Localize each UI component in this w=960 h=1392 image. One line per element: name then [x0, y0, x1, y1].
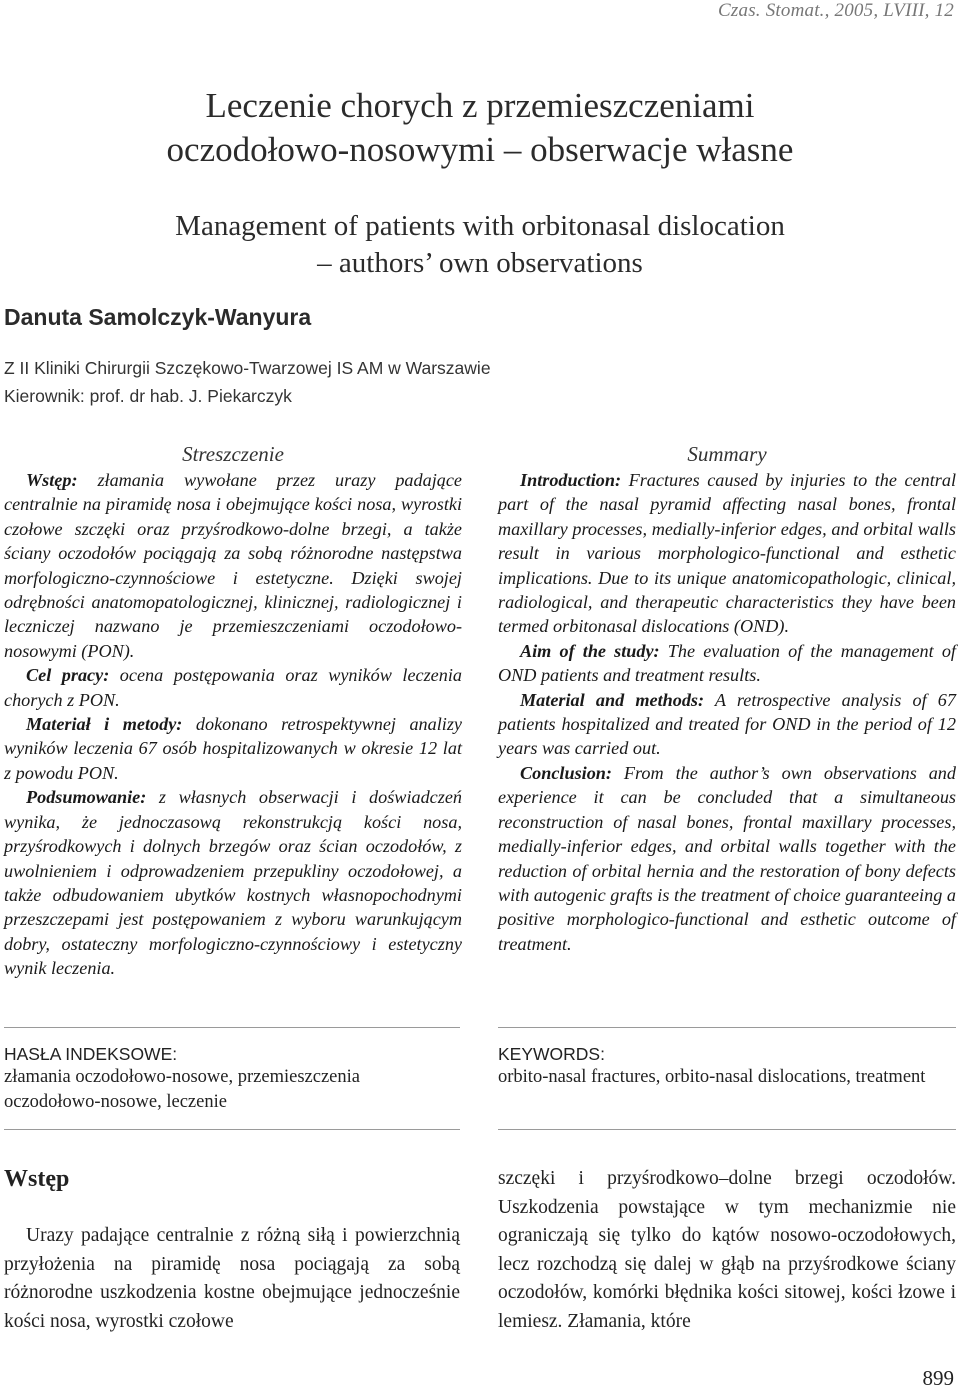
- title-polish: [0, 84, 960, 172]
- title-polish-line: oczodołowo-nosowymi – obserwacje własne: [166, 130, 794, 169]
- keywords-english-text: orbito-nasal fractures, orbito-nasal dislocations, treatment: [498, 1067, 926, 1087]
- author-name: Danuta Samolczyk-Wanyura: [4, 304, 312, 330]
- intro-text: złamania wywołane przez urazy padające centralnie na piramidę nosa i obejmujące kości nosa, wyrostki czołowe szczęki oraz przyśrodkowo-dolne brzegi, a także ściany oczodołów pociągają za sobą różnorodne następstwa morfologiczno-czynnościowe i estetyczne. Dzięki swojej odrębności anatomopatologicznej, klinicznej, radiologicznej i leczniczej nazwano je przemieszczeniami oczodołowo-nosowymi (PON).: [4, 470, 462, 661]
- title-english: [0, 208, 960, 282]
- aim-label: Aim of the study:: [520, 640, 660, 661]
- journal-reference: Czas. Stomat., 2005, LVIII, 12: [718, 0, 954, 21]
- keywords-polish-text: złamania oczodołowo-nosowe, przemieszczenia oczodołowo-nosowe, leczenie: [4, 1067, 360, 1112]
- body-text-right: szczęki i przyśrodkowo–dolne brzegi oczodołów. Uszkodzenia powstające w tym mechanizmie nie ograniczają się tylko do kątów nosowo-oczodołowych, lecz rozchodzą się dalej w głąb na przyśrodkowe ściany oczodołów, komórki błędnika kości sitowej, kości łzowe i lemiesz. Złamania, które: [498, 1168, 956, 1332]
- page-number: 899: [922, 1366, 954, 1390]
- section-heading: Wstęp: [4, 1166, 70, 1192]
- keywords-polish-title: HASŁA INDEKSOWE:: [4, 1044, 178, 1064]
- aim-label: Cel pracy:: [26, 665, 110, 686]
- intro-text: Fractures caused by injuries to the central part of the nasal pyramid affecting nasal bones, frontal maxillary processes, medially-inferior edges, and orbital walls result in various morphologico-functional and esthetic implications. Due to its unique anatomicopathologic, clinical, radiological, and therapeutic characteristics they have been termed orbitonasal dislocations (OND).: [498, 470, 956, 637]
- abstract-english-intro: [498, 468, 956, 639]
- summary-text: z własnych obserwacji i doświadczeń wynika, że jednoczasową rekonstrukcją kości nosa, przyśrodkowych i dolnych brzegów oraz ścian oczodołów, z uwolnieniem i odprowadzeniem przepukliny oczodołowej, a także odbudowaniem ubytków kostnych własnopochodnymi przeszczepami jest postępowaniem z wyboru warunkującym dobry, ostateczny morfologiczno-czynnościowy i estetyczny wynik leczenia.: [4, 787, 462, 979]
- affiliation-line: Kierownik: prof. dr hab. J. Piekarczyk: [4, 386, 292, 406]
- keywords-english-title: KEYWORDS:: [498, 1044, 605, 1064]
- divider: [498, 1027, 956, 1028]
- abstract-polish-summary: [4, 785, 462, 980]
- body-text-left: Urazy padające centralnie z różną siłą i powierzchnią przyłożenia na piramidę nosa pociągają za sobą różnorodne uszkodzenia kostne obejmujące jednocześnie kości nosa, wyrostki czołowe: [4, 1225, 460, 1332]
- abstract-english: [498, 440, 956, 956]
- methods-text: A retrospective analysis of 67 patients hospitalized and treated for OND in the period of 12 years was carried out.: [498, 689, 956, 759]
- keywords-english: [498, 1044, 956, 1090]
- keywords-polish: [4, 1044, 460, 1115]
- divider: [4, 1027, 460, 1028]
- abstract-polish-intro: [4, 468, 462, 663]
- abstract-polish-aim: [4, 663, 462, 712]
- methods-label: Materiał i metody:: [26, 714, 183, 735]
- divider: [4, 1129, 460, 1130]
- conclusion-text: From the author’s own observations and experience it can be concluded that a simultaneous reconstruction of nasal bones, frontal maxillary processes, medially-inferior edges, and orbital walls together with the reduction of orbital hernia and the restoration of bony defects with autogenic grafts is the treatment of choice guaranteeing a positive morphologico-functional and esthetic outcome of treatment.: [498, 762, 956, 954]
- abstract-english-heading: Summary: [687, 442, 767, 466]
- summary-label: Podsumowanie:: [26, 787, 147, 808]
- aim-text: ocena postępowania oraz wyników leczenia chorych z PON.: [4, 665, 462, 710]
- abstract-polish-methods: [4, 712, 462, 785]
- affiliation-line: Z II Kliniki Chirurgii Szczękowo-Twarzowej IS AM w Warszawie: [4, 358, 491, 378]
- title-english-line: – authors’ own observations: [317, 247, 643, 279]
- conclusion-label: Conclusion:: [520, 762, 612, 783]
- intro-label: Introduction:: [520, 470, 622, 490]
- title-english-line: Management of patients with orbitonasal dislocation: [175, 210, 785, 242]
- aim-text: The evaluation of the management of OND patients and treatment results.: [498, 640, 956, 686]
- methods-label: Material and methods:: [520, 689, 705, 710]
- affiliation: [4, 354, 491, 410]
- methods-text: dokonano retrospektywnej analizy wyników leczenia 67 osób hospitalizowanych w okresie 12 lat z powodu PON.: [4, 714, 462, 783]
- abstract-english-conclusion: [498, 761, 956, 956]
- abstract-polish: [4, 440, 462, 981]
- abstract-polish-heading: Streszczenie: [182, 442, 284, 466]
- abstract-english-methods: [498, 688, 956, 761]
- abstract-english-aim: [498, 639, 956, 688]
- title-polish-line: Leczenie chorych z przemieszczeniami: [205, 86, 755, 125]
- divider: [498, 1129, 956, 1130]
- intro-label: Wstęp:: [26, 470, 78, 490]
